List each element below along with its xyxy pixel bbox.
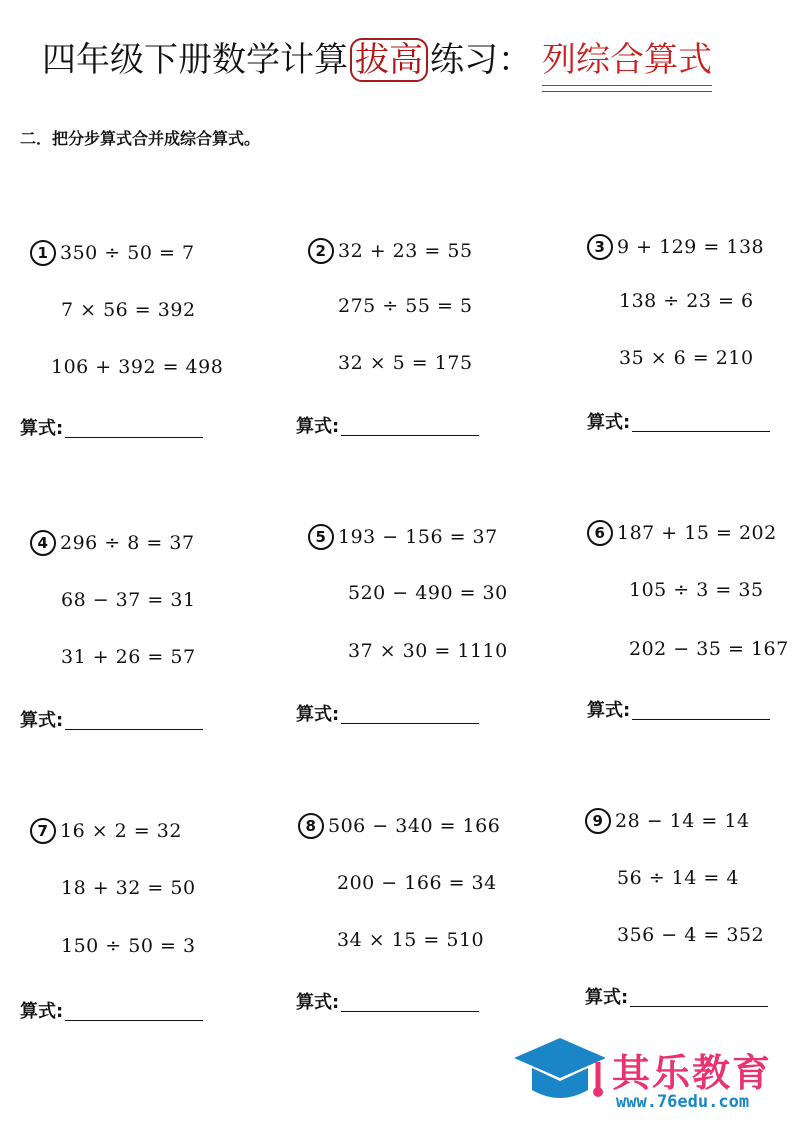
- equation-line: 68 − 37 = 31: [61, 589, 196, 611]
- answer-blank[interactable]: 算式:: [20, 997, 203, 1023]
- equation-line: 4 296 ÷ 8 = 37: [30, 530, 195, 556]
- answer-line: [630, 988, 768, 1007]
- problem-number-marker: 9: [585, 808, 611, 834]
- answer-line: [341, 705, 479, 724]
- equation-line: 35 × 6 = 210: [619, 347, 754, 369]
- problem-8: [296, 805, 546, 1035]
- equation-line: 3 9 + 129 = 138: [587, 234, 764, 260]
- answer-line: [341, 417, 479, 436]
- equation-line: 31 + 26 = 57: [61, 646, 196, 668]
- problem-number-marker: 8: [298, 813, 324, 839]
- title-topic: 列综合算式: [542, 36, 712, 84]
- equation-line: 202 − 35 = 167: [629, 638, 789, 660]
- equation-line: 106 + 392 = 498: [51, 356, 224, 378]
- equation-line: 520 − 490 = 30: [348, 582, 508, 604]
- answer-blank[interactable]: 算式:: [296, 412, 479, 438]
- equation-line: 32 × 5 = 175: [338, 352, 473, 374]
- equation-line: 7 16 × 2 = 32: [30, 818, 182, 844]
- problem-number-marker: 1: [30, 240, 56, 266]
- problem-6: [587, 512, 793, 742]
- problem-9: [585, 800, 793, 1030]
- brand-url: www.76edu.com: [616, 1092, 750, 1112]
- equation-line: 1 350 ÷ 50 = 7: [30, 240, 195, 266]
- equation-line: 5 193 − 156 = 37: [308, 524, 498, 550]
- answer-line: [65, 419, 203, 438]
- title-main: 四年级下册数学计算: [42, 40, 348, 80]
- title-boxed-highlight: 拔高: [350, 38, 428, 82]
- problem-5: [296, 516, 546, 746]
- section-heading: 二．把分步算式合并成综合算式。: [20, 129, 261, 148]
- problem-number-marker: 7: [30, 818, 56, 844]
- problem-2: [296, 230, 546, 460]
- problem-7: [20, 810, 270, 1040]
- problem-1: [20, 232, 270, 462]
- answer-blank[interactable]: 算式:: [296, 700, 479, 726]
- problem-number-marker: 4: [30, 530, 56, 556]
- answer-line: [632, 701, 770, 720]
- answer-line: [65, 711, 203, 730]
- answer-blank[interactable]: 算式:: [20, 706, 203, 732]
- equation-line: 138 ÷ 23 = 6: [619, 290, 754, 312]
- brand-logo: [510, 1034, 790, 1114]
- equation-line: 275 ÷ 55 = 5: [338, 295, 473, 317]
- problem-number-marker: 3: [587, 234, 613, 260]
- problem-number-marker: 6: [587, 520, 613, 546]
- equation-line: 9 28 − 14 = 14: [585, 808, 750, 834]
- problem-number-marker: 2: [308, 238, 334, 264]
- equation-line: 7 × 56 = 392: [61, 299, 196, 321]
- equation-line: 200 − 166 = 34: [337, 872, 497, 894]
- answer-line: [65, 1002, 203, 1021]
- equation-line: 18 + 32 = 50: [61, 877, 196, 899]
- graduation-cap-icon: [510, 1034, 610, 1112]
- problem-3: [587, 226, 793, 456]
- answer-line: [341, 993, 479, 1012]
- problem-4: [20, 522, 270, 752]
- equation-line: 37 × 30 = 1110: [348, 640, 508, 662]
- equation-line: 105 ÷ 3 = 35: [629, 579, 764, 601]
- page-title: [42, 36, 712, 84]
- equation-line: 34 × 15 = 510: [337, 929, 485, 951]
- answer-blank[interactable]: 算式:: [587, 696, 770, 722]
- answer-blank[interactable]: 算式:: [585, 983, 768, 1009]
- equation-line: 150 ÷ 50 = 3: [61, 935, 196, 957]
- brand-name: 其乐教育: [612, 1051, 773, 1095]
- title-practice: 练习：: [430, 40, 532, 80]
- answer-blank[interactable]: 算式:: [587, 408, 770, 434]
- equation-line: 56 ÷ 14 = 4: [617, 867, 739, 889]
- equation-line: 2 32 + 23 = 55: [308, 238, 473, 264]
- answer-blank[interactable]: 算式:: [20, 414, 203, 440]
- problem-number-marker: 5: [308, 524, 334, 550]
- answer-line: [632, 413, 770, 432]
- equation-line: 356 − 4 = 352: [617, 924, 765, 946]
- equation-line: 6 187 + 15 = 202: [587, 520, 777, 546]
- answer-blank[interactable]: 算式:: [296, 988, 479, 1014]
- equation-line: 8 506 − 340 = 166: [298, 813, 500, 839]
